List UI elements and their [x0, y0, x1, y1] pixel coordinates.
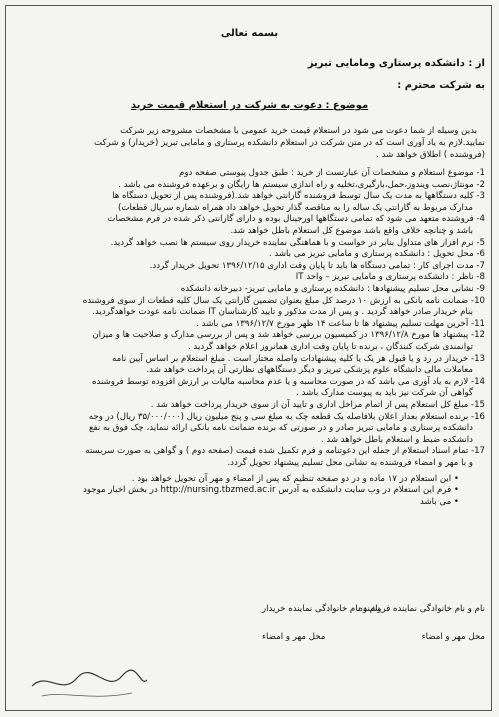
intro-line: بدین وسیله از شما دعوت می شود در استعلام قیمت خرید عمومی با مشخصات مشروحه زیر شرکت [120, 126, 477, 136]
clause-item: 1- موضوع استعلام و مشخصات آن عبارتست از خرید : طبق جدول پیوستی صفحه دوم [179, 168, 485, 178]
note-line: • می باشد [419, 496, 459, 507]
signature-stamp-icon [22, 666, 152, 706]
clause-item: بنام خریدار صادر خواهد گردید . و پس از مدت مذکور و تایید کارشناسان IT ضمانت نامه عودت خواهدگردید. [92, 307, 473, 318]
clause-item: 5- نرم افزار های متداول بنابر در خواست و با هماهنگی نماینده خریدار روی سیستم ها نصب خواهد گردید. [110, 237, 485, 248]
clause-item: 17- تمام اسناد استعلام از جمله این دعوتنامه و فرم تکمیل شده قیمت (صفحه دوم ) و گواهی به صورت سربسته [85, 446, 485, 457]
clause-item: 10- ضمانت نامه بانکی به ارزش ۱۰ درصد کل مبلغ بعنوان تضمین گارانتی یک سال کلیه قطعات از سوی فروشنده [82, 295, 485, 306]
clause-item: 9- نشانی محل تسلیم پیشنهادها : دانشکده پرستاری و مامایی تبریز- دبیرخانه دانشکده [180, 284, 485, 294]
clause-item: توانمندی شرکت کنندگان ، برنده تا پایان وقت اداری همانروز اعلام خواهد گردید . [187, 342, 473, 352]
clause-item: دانشکده پرستاری و مامایی تبریز صادر و در صورتی که برنده ضمانت نامه بانکی ارائه ننماید، چک فوق به نفع [88, 423, 473, 434]
note-line: • این استعلام در ۱۷ ماده و در دو صفحه تنظیم که پس از امضاء و مهر آن تحویل خواهد بود . [131, 473, 459, 484]
clause-item: 3- کلیه دستگاهها به مدت یک سال توسط فروشنده گارانتی خواهد شد.(فروشنده پس از تحویل دستگاه ها [112, 191, 485, 202]
clause-item: 16- برنده استعلام بعداز اعلان بلافاصله یک قطعه چک به مبلغ سی و پنج میلیون ریال (۳۵/۰۰۰/۰۰۰ ریال) در وجه [88, 411, 485, 422]
clause-item: 15- مبلغ کل استعلام پس از اتمام مراحل اداری و تایید آن از سوی خریدار پرداخت خواهد شد . [150, 400, 485, 410]
clause-item: 13- خریدار در رد و یا قبول هر یک یا کلیه پیشنهادات واصله مختار است . مبلغ استعلام بر اساس آیین نامه [112, 353, 485, 364]
intro-line: (فروشنده ) اطلاق خواهد شد . [376, 150, 485, 160]
clause-item: 11- آخرین مهلت تسلیم پیشنهاد ها تا ساعت ۱۴ ظهر مورخ ۱۳۹۶/۱۲/۷ می باشد . [196, 318, 485, 329]
note-line: • فرم این استعلام در وب سایت دانشکده به آدرس http://nursing.tbzmed.ac.ir در بخش اخبار موجود [83, 485, 459, 496]
intro-line: نمایید.لازم به یاد آوری است که در متن شرکت در استعلام دانشکده پرستاری و مامایی تبریز (خریدار) و شرکت [94, 138, 485, 148]
basmala: بسمه تعالی [220, 28, 279, 39]
clause-item: معاملات مالی دانشگاه علوم پزشکی تبریز و دیگر دستگاههای نظارتی آن پرداخت خواهد شد. [146, 365, 473, 376]
clause-item: 14- لازم به یاد آوری می باشد که در صورت محاسبه و یا عدم محاسبه مالیات بر ارزش افزوده توسط فروشنده [91, 376, 485, 387]
clause-item: 7- مدت اجرای کار : تمامی دستگاه ها باید تا پایان وقت اداری ۱۳۹۶/۱۲/۱۵ تحویل خریدار گردد. [149, 260, 485, 271]
clause-item: 6- محل تحویل : دانشکده پرستاری و مامایی تبریز می باشد . [268, 249, 485, 260]
seller-seal-label: محل مهر و امضاء [421, 632, 485, 642]
clause-item: و با مهر و امضاء فروشنده به نشانی محل تسلیم پیشنهاد تحویل گردد. [227, 458, 473, 468]
from-line: از : دانشکده پرستاری ومامایی تبریز [307, 58, 485, 69]
buyer-rep-name: نام و نام خانوادگی نماینده خریدار [262, 604, 381, 614]
clause-item: 4- فروشنده متعهد می شود که تمامی دستگاهها اورجینال بوده و دارای گارانتی ذکر شده در فرم مشخصات [107, 214, 485, 225]
clause-item: 12- پیشنهاد ها مورخ ۱۳۹۶/۱۲/۸ در کمیسیون بررسی خواهد شد و پس از بررسی مدارک و صلاحیت ها و میزان [92, 330, 485, 341]
clause-item: 2- مونتاژ،نصب ویندوز،حمل،بارگیری،تخلیه و راه اندازی سیستم ها رایگان و برعهده فروشنده می باشد . [118, 179, 485, 190]
clause-item: 8- ناظر : دانشکده پرستاری و مامایی تبریز – واحد IT [295, 272, 485, 283]
clause-item: باشد و چنانچه خلاف واقع باشد موضوع کل استعلام باطل خواهد شد. [230, 226, 473, 236]
clause-item: گواهی آن شرکت نیز باید به پیوست مدارک باشد . [296, 388, 473, 399]
seller-rep-name: نام و نام خانوادگی نماینده فروشنده [358, 604, 485, 614]
clause-item: مدارک مربوط به گارانتی یک ساله را به مناقصه گذار تحویل خواهد داد همراه شماره سریال قطعات) [118, 202, 473, 213]
clause-item: دانشکده ضبط و استعلام باطل خواهد شد . [320, 434, 473, 445]
buyer-seal-label: محل مهر و امضاء [262, 632, 326, 642]
to-line: به شرکت محترم : [397, 80, 485, 91]
subject-line: موضوع : دعوت به شرکت در استعلام قیمت خرید [130, 100, 369, 111]
